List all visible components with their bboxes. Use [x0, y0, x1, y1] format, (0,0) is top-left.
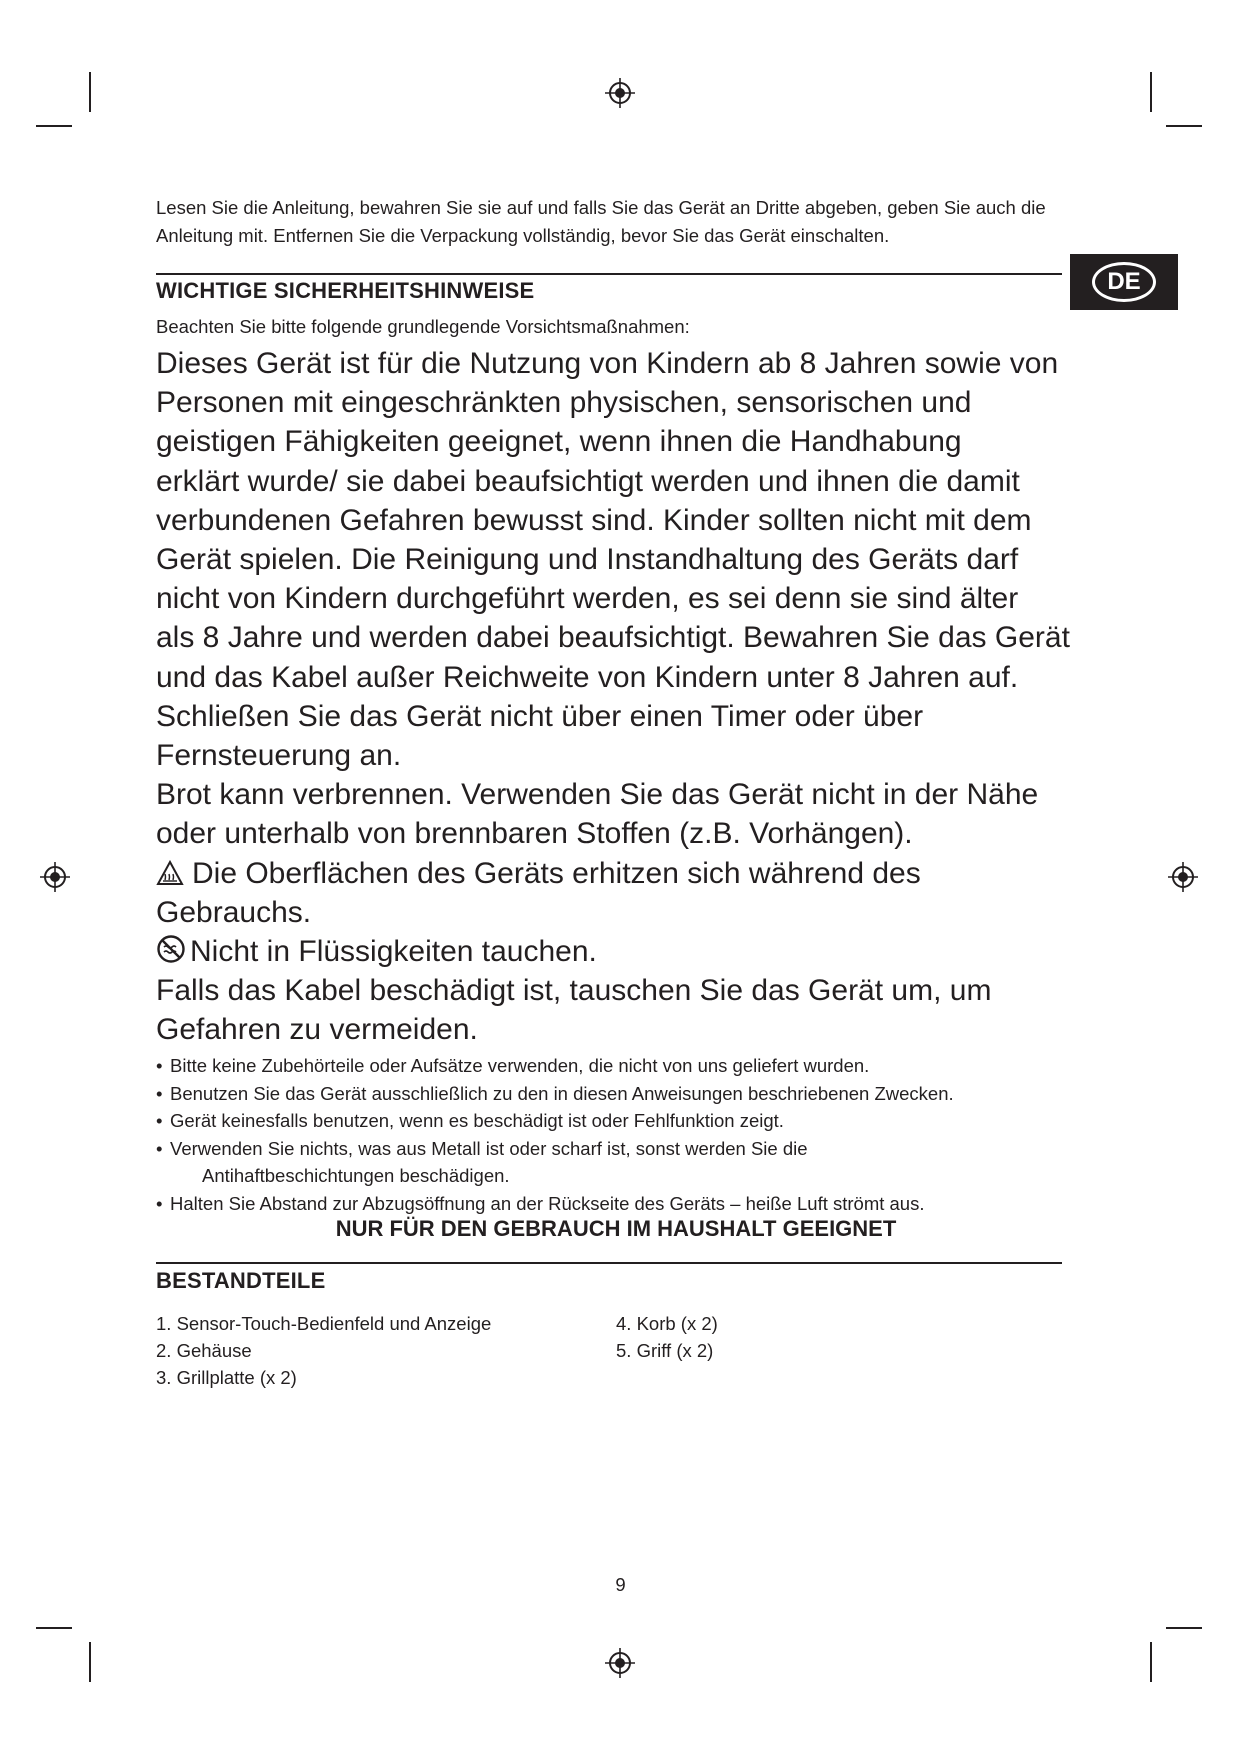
warning-line: Personen mit eingeschränkten physischen, sensorischen und	[156, 386, 972, 420]
warning-line: erklärt wurde/ sie dabei beaufsichtigt werden und ihnen die damit	[156, 464, 1020, 498]
crop-mark	[1166, 125, 1202, 127]
warning-line: Gerät spielen. Die Reinigung und Instandhaltung des Geräts darf	[156, 543, 1019, 577]
list-item: 5. Griff (x 2)	[616, 1340, 714, 1361]
parts-list-right	[616, 1310, 718, 1364]
crop-mark	[1150, 72, 1152, 112]
warning-line: Gebrauchs.	[156, 895, 312, 929]
parts-list-left	[156, 1310, 491, 1391]
list-item: • Benutzen Sie das Gerät ausschließlich zu den in diesen Anweisungen beschriebenen Zwecken.	[156, 1080, 1086, 1108]
safety-subtitle: Beachten Sie bitte folgende grundlegende Vorsichtsmaßnahmen:	[156, 316, 690, 337]
list-item: 1. Sensor-Touch-Bedienfeld und Anzeige	[156, 1313, 492, 1334]
list-item: • Bitte keine Zubehörteile oder Aufsätze verwenden, die nicht von uns geliefert wurden.	[156, 1052, 1086, 1080]
list-item-continuation: Antihaftbeschichtungen beschädigen.	[202, 1165, 510, 1186]
language-badge-label: DE	[1092, 262, 1156, 302]
warning-line: Dieses Gerät ist für die Nutzung von Kindern ab 8 Jahren sowie von	[156, 347, 1059, 380]
crop-mark	[36, 125, 72, 127]
safety-warnings	[156, 344, 1086, 1050]
no-immerse-text: Nicht in Flüssigkeiten tauchen.	[190, 935, 597, 969]
warning-line: oder unterhalb von brennbaren Stoffen (z.B. Vorhängen).	[156, 817, 913, 851]
section-divider	[156, 273, 1062, 275]
crop-mark	[89, 72, 91, 112]
safety-bullet-list	[156, 1052, 1086, 1217]
warning-line: als 8 Jahre und werden dabei beaufsichtigt. Bewahren Sie das Gerät	[156, 621, 1070, 655]
list-item: 2. Gehäuse	[156, 1340, 252, 1361]
list-item: • Verwenden Sie nichts, was aus Metall ist oder scharf ist, sonst werden Sie die	[156, 1135, 1086, 1163]
intro-text	[156, 194, 1076, 250]
safety-heading: WICHTIGE SICHERHEITSHINWEISE	[156, 278, 535, 303]
warning-line: Gefahren zu vermeiden.	[156, 1013, 478, 1047]
warning-line: Falls das Kabel beschädigt ist, tauschen Sie das Gerät um, um	[156, 974, 992, 1008]
list-item: 4. Korb (x 2)	[616, 1313, 718, 1334]
warning-line: und das Kabel außer Reichweite von Kindern unter 8 Jahren auf.	[156, 660, 1019, 694]
hot-surface-text: Die Oberflächen des Geräts erhitzen sich während des	[192, 856, 921, 890]
crop-mark	[1150, 1642, 1152, 1682]
hot-surface-warning	[156, 854, 1086, 893]
household-use-notice: NUR FÜR DEN GEBRAUCH IM HAUSHALT GEEIGNET	[335, 1216, 897, 1241]
language-badge	[1070, 254, 1178, 310]
warning-line: geistigen Fähigkeiten geeignet, wenn ihnen die Handhabung	[156, 425, 962, 459]
warning-line: Brot kann verbrennen. Verwenden Sie das Gerät nicht in der Nähe	[156, 778, 1039, 812]
warning-line: nicht von Kindern durchgeführt werden, es sei denn sie sind älter	[156, 582, 1019, 616]
list-item: 3. Grillplatte (x 2)	[156, 1367, 297, 1388]
intro-line: Lesen Sie die Anleitung, bewahren Sie sie auf und falls Sie das Gerät an Dritte abgeben, geben Sie auch die	[156, 197, 1046, 218]
parts-heading: BESTANDTEILE	[156, 1268, 326, 1293]
hot-surface-warning-icon	[156, 860, 184, 886]
registration-mark-icon	[40, 862, 70, 892]
warning-line: verbundenen Gefahren bewusst sind. Kinder sollten nicht mit dem	[156, 503, 1032, 537]
list-item: • Gerät keinesfalls benutzen, wenn es beschädigt ist oder Fehlfunktion zeigt.	[156, 1107, 1086, 1135]
section-divider	[156, 1262, 1062, 1264]
warning-line: Fernsteuerung an.	[156, 739, 402, 773]
page-number: 9	[615, 1574, 626, 1595]
crop-mark	[36, 1627, 72, 1629]
warning-line: Schließen Sie das Gerät nicht über einen Timer oder über	[156, 699, 924, 733]
crop-mark	[89, 1642, 91, 1682]
registration-mark-icon	[1168, 862, 1198, 892]
no-immerse-warning	[156, 932, 1086, 971]
list-item: • Halten Sie Abstand zur Abzugsöffnung an der Rückseite des Geräts – heiße Luft strömt aus.	[156, 1190, 1086, 1218]
registration-mark-icon	[605, 78, 635, 108]
intro-line: Anleitung mit. Entfernen Sie die Verpackung vollständig, bevor Sie das Gerät einschalten.	[156, 225, 890, 246]
crop-mark	[1166, 1627, 1202, 1629]
registration-mark-icon	[605, 1648, 635, 1678]
do-not-immerse-icon	[156, 934, 186, 964]
